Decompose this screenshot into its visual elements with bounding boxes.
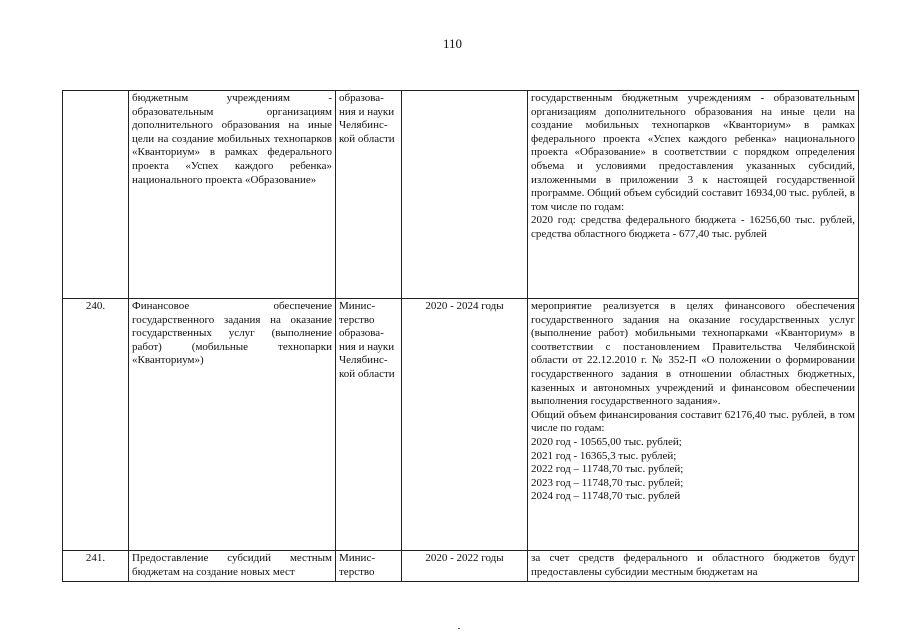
row-number: 240. — [63, 299, 129, 551]
measure-description — [528, 299, 859, 551]
page-number: 110 — [442, 36, 463, 51]
table-row — [63, 91, 859, 299]
executor: образова-ния и науки Челябинс-кой области — [336, 91, 402, 299]
executor: Минис-терство образова-ния и науки Челябинс-кой области — [336, 299, 402, 551]
row-number — [63, 551, 129, 582]
measure-name — [129, 551, 336, 582]
period — [402, 551, 528, 582]
measure-name: бюджетным учреждениям - образовательным организациям дополнительного образования на иные цели на создание мобильных технопарков «Кванториум» в рамках федерального проекта «Успех каждого ребенка» национального проекта «Образование» — [129, 91, 336, 299]
row-number — [63, 91, 129, 299]
executor-text: Минис-терство — [339, 552, 375, 578]
measure-name-text: Предоставление субсидий местным бюджетам на создание новых мест — [132, 552, 332, 578]
period: 2020 - 2024 годы — [402, 299, 528, 551]
period — [402, 91, 528, 299]
period-text: 2020 - 2022 годы — [425, 552, 504, 564]
row-number-text: 241. — [85, 552, 106, 564]
measure-description — [528, 91, 859, 299]
measure-name: Финансовое обеспечение государственного задания на оказание государственных услуг (выполнение работ) (мобильные технопарки «Кванториум») — [129, 299, 336, 551]
description-text: мероприятие реализуется в целях финансового обеспечения государственного задания на оказание государственных услуг (выполнение работ) мобильными технопарками «Кванториум» в соответствии с постановлением Правительства Челябинской области от 22.12.2010 г. № 352-П «О положении о формировании государственного задания в отношении областных бюджетных, казенных и автономных учреждений и финансовом обеспечении выполнения государственного задания». Общий объем финансирования составит 62176,40 тыс. рублей, в том числе по годам: 2020 год - 10565,00 тыс. рублей; 2021 год - 16365,3 тыс. рублей; 2022 год – 11748,70 тыс. рублей; 2023 год – 11748,70 тыс. рублей; 2024 год – 11748,70 тыс. рублей — [531, 300, 855, 503]
program-table — [62, 90, 859, 582]
description-text: за счет средств федерального и областного бюджетов будут предоставлены субсидии местным бюджетам на — [531, 552, 855, 578]
measure-description — [528, 551, 859, 582]
table-row — [63, 299, 859, 551]
scan-dot — [458, 628, 460, 629]
description-text: государственным бюджетным учреждениям - образовательным организациям дополнительного образования на иные цели на создание мобильных технопарков «Кванториум» в рамках федерального проекта «Успех каждого ребенка» национального проекта «Образование» в соответствии с порядком определения объема и условиями предоставления указанных субсидий, изложенными в приложении 3 к настоящей государственной программе. Общий объем субсидий составит 16934,00 тыс. рублей, в том числе по годам: 2020 год: средства федерального бюджета - 16256,60 тыс. рублей, средства областного бюджета - 677,40 тыс. рублей — [531, 92, 855, 240]
executor — [336, 551, 402, 582]
table-row — [63, 551, 859, 582]
